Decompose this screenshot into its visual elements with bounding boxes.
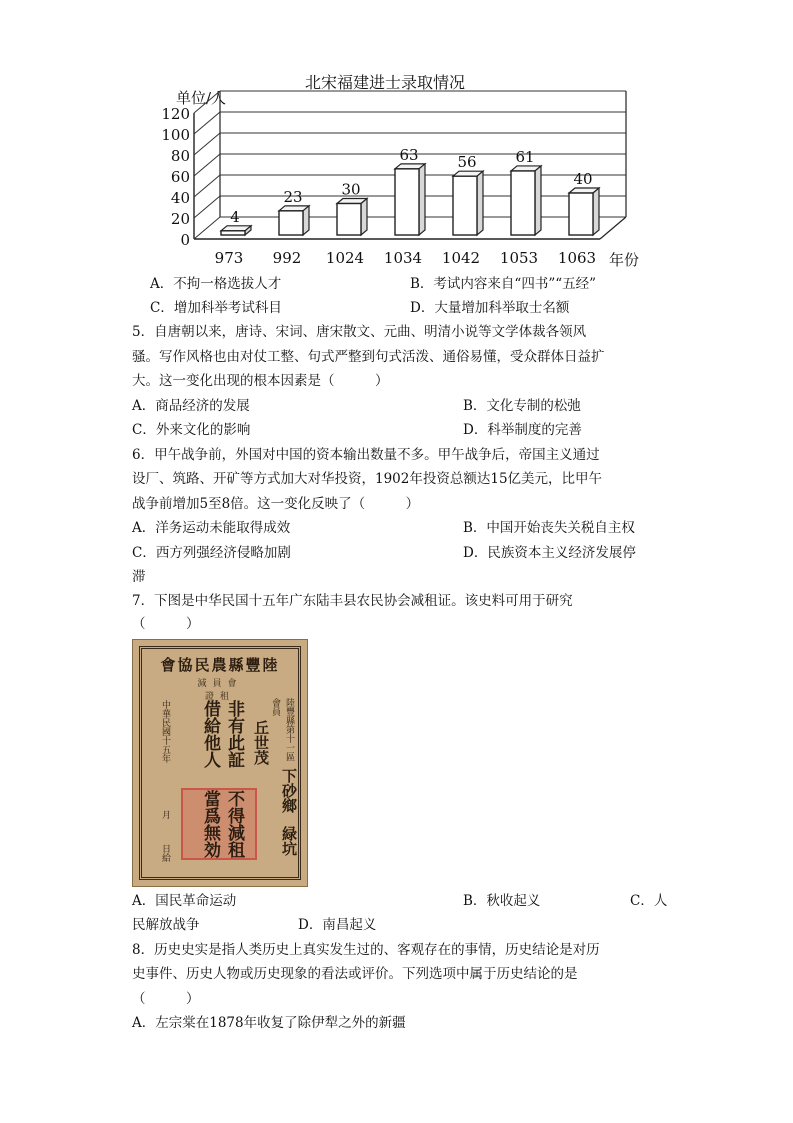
- q8-stem-line-2: 史事件、历史人物或历史现象的看法或评价。下列选项中属于历史结论的是: [132, 966, 578, 982]
- q6-option-d: D．民族资本主义经济发展停: [463, 545, 636, 561]
- bar: [453, 176, 477, 235]
- q4-option-b: B．考试内容来自“四书”“五经”: [410, 276, 597, 292]
- y-tick-label: 60: [170, 168, 190, 186]
- q5-stem-line-2: 骚。写作风格也由对仗工整、句式严整到句式活泼、通俗易懂，受众群体日益扩: [132, 349, 605, 365]
- x-tick-label: 973: [214, 249, 244, 267]
- x-tick-label: 1042: [441, 249, 481, 267]
- bar-side: [535, 166, 541, 235]
- gridline-side: [194, 217, 220, 239]
- bar-value-label: 56: [457, 153, 477, 172]
- certificate-text-1: 非有此証: [224, 700, 244, 768]
- q5-option-d: D．科举制度的完善: [463, 422, 582, 438]
- y-axis-label: 单位/人: [176, 89, 227, 107]
- q4-option-d: D．大量增加科举取士名额: [410, 300, 570, 316]
- q7-stem-line-1: 7．下图是中华民国十五年广东陆丰县农民协会减租证。该史料可用于研究: [132, 593, 573, 609]
- x-tick-label: 1024: [325, 249, 365, 267]
- q5-option-a: A．商品经济的发展: [132, 398, 250, 414]
- bar-value-label: 30: [341, 180, 361, 199]
- bar-side: [361, 199, 367, 236]
- y-tick-label: 120: [161, 105, 190, 123]
- chart-canvas: [150, 68, 655, 273]
- gridline-side: [194, 133, 220, 155]
- x-tick-label: 992: [272, 249, 302, 267]
- q5-option-c: C．外来文化的影响: [132, 422, 251, 438]
- q8-stem-line-1: 8．历史史实是指人类历史上真实发生过的、客观存在的事情，历史结论是对历: [132, 942, 600, 958]
- certificate-header: 陸豐縣農民協會: [160, 656, 280, 674]
- bar: [221, 231, 245, 235]
- certificate-handwritten-place: 緑坑: [280, 826, 298, 856]
- floor-right: [600, 217, 626, 239]
- q6-option-a: A．洋务运动未能取得成效: [132, 520, 291, 536]
- certificate-text-3: 不得減租: [224, 790, 244, 858]
- q7-option-a: A．国民革命运动: [132, 893, 237, 909]
- gridline-side: [194, 112, 220, 134]
- bar: [395, 169, 419, 235]
- x-tick-label: 1063: [557, 249, 597, 267]
- x-tick-labels: [215, 249, 596, 267]
- certificate-day: 日給: [160, 844, 170, 862]
- q7-option-b: B．秋收起义: [463, 893, 541, 909]
- gridline-side: [194, 154, 220, 176]
- y-tick-label: 80: [170, 147, 190, 165]
- q7-option-c-continued: 民解放战争: [132, 917, 200, 933]
- x-tick-label: 1053: [499, 249, 539, 267]
- certificate-text-2: 借給他人: [200, 700, 220, 768]
- certificate-date: 中華民國十五年: [160, 700, 170, 763]
- bar-side: [303, 206, 309, 235]
- bar: [337, 204, 361, 236]
- q6-stem-line-1: 6．甲午战争前，外国对中国的资本输出数量不多。甲午战争后，帝国主义通过: [132, 447, 600, 463]
- q5-option-b: B．文化专制的松弛: [463, 398, 581, 414]
- bar: [511, 171, 535, 235]
- certificate-text-4: 當爲無効: [200, 790, 220, 858]
- rent-reduction-certificate-photo: [132, 639, 308, 887]
- bar-side: [477, 171, 483, 235]
- q7-option-c: C．人: [630, 893, 668, 909]
- gridline-side: [194, 196, 220, 218]
- bar: [569, 193, 593, 235]
- bar-value-label: 23: [283, 187, 303, 206]
- q6-stem-line-2: 设厂、筑路、开矿等方式加大对华投资，1902年投资总额达15亿美元，比甲午: [132, 471, 603, 487]
- q4-option-c: C．增加科举考试科目: [150, 300, 282, 316]
- bar-side: [593, 188, 599, 235]
- certificate-district: 陸豐縣第十一區: [284, 698, 294, 761]
- chart-bars: [221, 146, 599, 235]
- chart-title: 北宋福建进士录取情况: [305, 73, 466, 92]
- q5-stem-line-1: 5．自唐朝以来，唐诗、宋词、唐宋散文、元曲、明清小说等文学体裁各领风: [132, 324, 587, 340]
- q6-option-b: B．中国开始丧失关税自主权: [463, 520, 635, 536]
- certificate-month: 月: [160, 810, 170, 819]
- y-tick-label: 20: [170, 210, 190, 228]
- bar-value-label: 40: [573, 170, 593, 188]
- q4-option-a: A．不拘一格选拔人才: [150, 276, 282, 292]
- bar-chart: [150, 68, 655, 273]
- q6-option-d-continued: 滞: [132, 569, 146, 585]
- certificate-village: 下砂鄉: [280, 768, 298, 813]
- y-tick-label: 0: [180, 231, 190, 249]
- certificate-member-label: 會員: [270, 698, 280, 716]
- y-tick-labels: [161, 105, 190, 249]
- q7-stem-line-2: （ ）: [132, 616, 200, 632]
- y-tick-label: 40: [170, 189, 190, 207]
- certificate-subtitle: 會員減租證: [197, 679, 243, 702]
- bar-value-label: 4: [230, 207, 240, 226]
- bar-side: [419, 164, 425, 235]
- bar-value-label: 63: [399, 145, 419, 164]
- y-tick-label: 100: [161, 126, 190, 144]
- q6-option-c: C．西方列强经济侵略加剧: [132, 545, 291, 561]
- q6-stem-line-3: 战争前增加5至8倍。这一变化反映了（ ）: [132, 496, 420, 512]
- gridline-side: [194, 175, 220, 197]
- certificate-member-name: 丘世茂: [252, 720, 270, 765]
- bar-value-label: 61: [515, 147, 535, 166]
- bar: [279, 211, 303, 235]
- q8-option-a: A．左宗棠在1878年收复了除伊犁之外的新疆: [132, 1015, 406, 1031]
- q7-option-d: D．南昌起义: [298, 917, 377, 933]
- x-axis-label: 年份: [609, 251, 640, 269]
- q8-stem-line-3: （ ）: [132, 991, 200, 1007]
- x-tick-label: 1034: [383, 249, 423, 267]
- q5-stem-line-3: 大。这一变化出现的根本因素是（ ）: [132, 373, 389, 389]
